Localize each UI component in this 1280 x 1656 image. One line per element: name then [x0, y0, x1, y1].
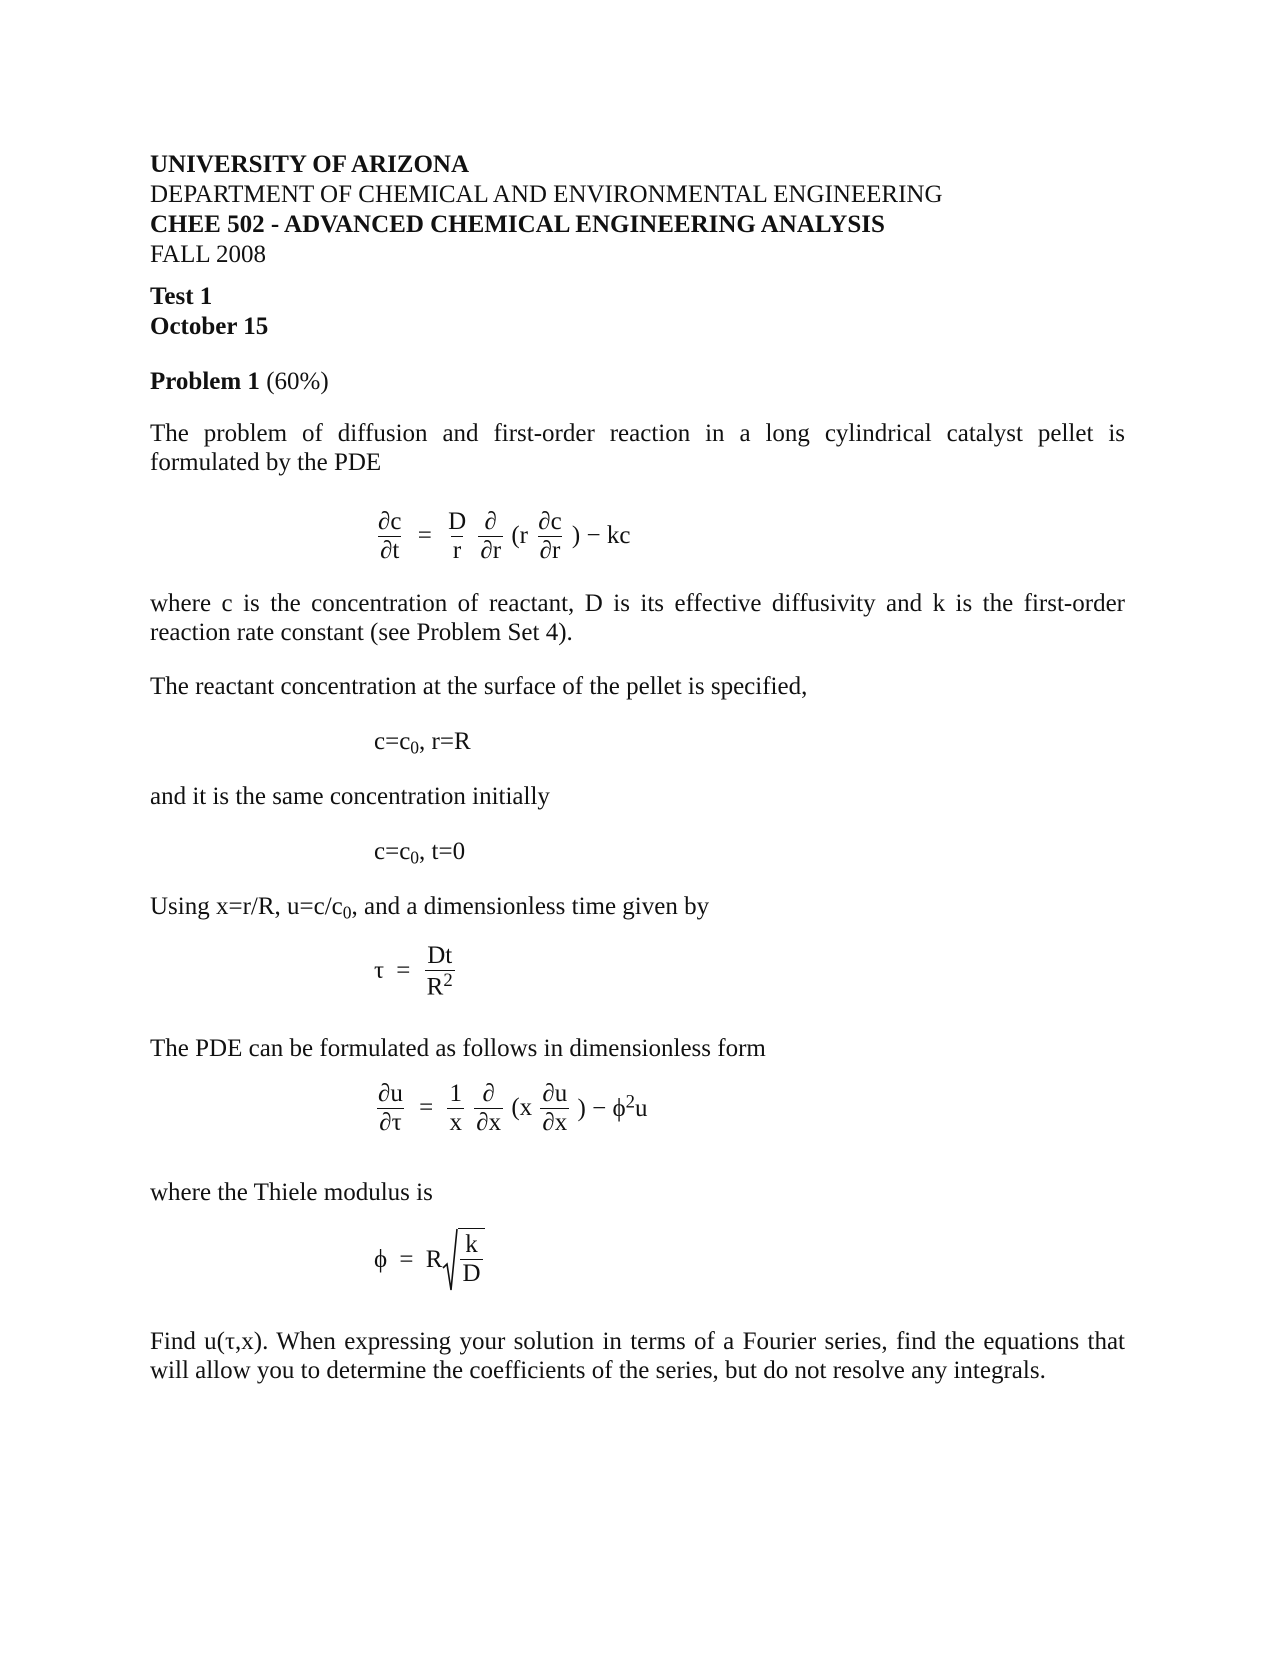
test-info	[150, 282, 1125, 342]
partial-x-fraction: $\frac{\partial}{\partial x}$	[476, 1080, 502, 1136]
dc-dt-fraction: $\frac{\partial c}{\partial t}$	[378, 508, 402, 564]
boundary-condition: $c=c_0$, r=R	[374, 728, 471, 758]
du-dtau-fraction: $\frac{\partial u}{\partial\tau}$	[378, 1080, 403, 1136]
one-over-x-fraction: $\frac{1}{x}$	[449, 1080, 462, 1136]
problem-heading	[150, 367, 1125, 397]
dt-over-r2-fraction: $\frac{Dt}{R^2}$	[426, 942, 453, 1000]
thiele-paragraph: where the Thiele modulus is	[150, 1179, 433, 1206]
radical-sign-icon	[442, 1228, 458, 1292]
surface-paragraph: The reactant concentration at the surface of the pellet is specified,	[150, 673, 808, 700]
using-paragraph: Using x=r/R, $u=c/c_0$, and a dimensionless time given by	[150, 893, 710, 923]
initial-condition: $c=c_0$, t=0	[374, 838, 466, 868]
header	[150, 150, 1125, 270]
dimensionless-pde-equation: $\frac{\partial u}{\partial\tau}$ = $\frac{1}{x}$ $\frac{\partial}{\partial x}$ (x $\frac{\partial u}{\partial x}$ ) − $\phi^2u$	[378, 1080, 648, 1136]
dc-dr-fraction: $\frac{\partial c}{\partial r}$	[538, 508, 562, 564]
square-root	[442, 1228, 484, 1292]
department-title: DEPARTMENT OF CHEMICAL AND ENVIRONMENTAL ENGINEERING	[150, 181, 943, 208]
course-title: CHEE 502 - ADVANCED CHEMICAL ENGINEERING ANALYSIS	[150, 211, 885, 238]
find-paragraph: Find u(τ,x). When expressing your solution in terms of a Fourier series, find the equations that will allow you to determine the coefficients of the series, but do not resolve any integrals.	[150, 1328, 1125, 1384]
term: FALL 2008	[150, 241, 266, 268]
university-title: UNIVERSITY OF ARIZONA	[150, 151, 470, 178]
k-over-d-fraction: $\frac{k}{D}$	[462, 1231, 481, 1287]
initially-paragraph: and it is the same concentration initially	[150, 783, 550, 810]
pde-dimless-paragraph: The PDE can be formulated as follows in dimensionless form	[150, 1035, 766, 1062]
du-dx-fraction: $\frac{\partial u}{\partial x}$	[542, 1080, 568, 1136]
thiele-modulus-equation: ϕ = R $\frac{k}{D}$	[374, 1228, 485, 1292]
test-date: October 15	[150, 313, 269, 340]
test-title: Test 1	[150, 283, 213, 310]
problem-label: Problem 1	[150, 368, 260, 395]
intro-paragraph: The problem of diffusion and first-order reaction in a long cylindrical catalyst pellet is formulated by the PDE	[150, 420, 1125, 476]
where-c-paragraph: where c is the concentration of reactant, D is its effective diffusivity and k is the first-order reaction rate constant (see Problem Set 4).	[150, 590, 1125, 646]
pde-equation: $\frac{\partial c}{\partial t}$ = $\frac{D}{r}$ $\frac{\partial}{\partial r}$ (r $\frac{\partial c}{\partial r}$ ) − kc	[378, 508, 631, 564]
d-over-r-fraction: $\frac{D}{r}$	[448, 508, 467, 564]
partial-r-fraction: $\frac{\partial}{\partial r}$	[480, 508, 502, 564]
problem-weight: (60%)	[266, 368, 329, 395]
tau-equation: τ = $\frac{Dt}{R^2}$	[374, 942, 453, 1000]
